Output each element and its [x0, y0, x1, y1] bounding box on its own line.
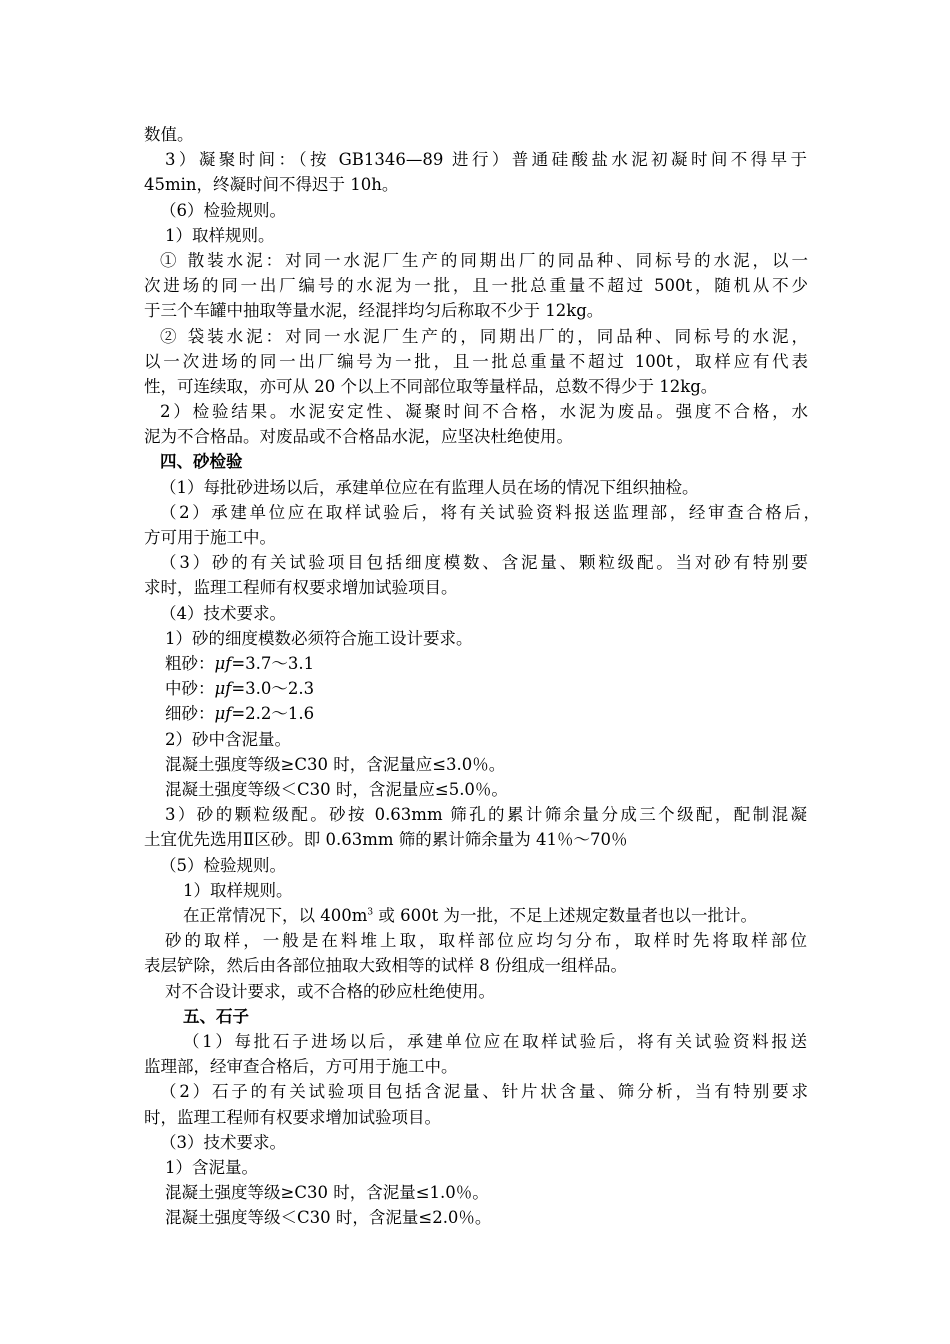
text-line: 监理部，经审查合格后，方可用于施工中。 [144, 1057, 458, 1076]
text-line: 土宜优先选用Ⅱ区砂。即 0.63mm 筛的累计筛余量为 41％～70％ [144, 830, 628, 849]
text-line: 方可用于施工中。 [144, 528, 276, 547]
text-line: （1）每批砂进场以后，承建单位应在有监理人员在场的情况下组织抽检。 [160, 478, 699, 497]
text-line: 混凝土强度等级＜C30 时，含泥量≤2.0％。 [165, 1208, 492, 1227]
text-line: 性，可连续取，亦可从 20 个以上不同部位取等量样品，总数不得少于 12kg。 [144, 377, 718, 396]
text-segment: 或 600t 为一批，不足上述规定数量者也以一批计。 [373, 906, 757, 925]
cubic-superscript: 3 [367, 907, 374, 918]
fineness-modulus-symbol: μf [214, 704, 232, 723]
text-line [165, 678, 314, 700]
grade-label: 中砂： [165, 679, 215, 698]
fineness-modulus-symbol: μf [214, 679, 232, 698]
text-line: 混凝土强度等级≥C30 时，含泥量≤1.0％。 [165, 1183, 489, 1202]
text-line [165, 653, 314, 675]
text-line: 求时，监理工程师有权要求增加试验项目。 [144, 578, 458, 597]
text-line: 1）取样规则。 [183, 881, 293, 900]
grade-label: 细砂： [165, 704, 215, 723]
text-line: （5）检验规则。 [160, 856, 286, 875]
text-line: ② 袋装水泥：对同一水泥厂生产的，同期出厂的，同品种、同标号的水泥， [160, 327, 808, 346]
text-line: （4）技术要求。 [160, 604, 286, 623]
text-line: 2）砂中含泥量。 [165, 730, 291, 749]
grade-label: 粗砂： [165, 654, 215, 673]
text-line: 表层铲除，然后由各部位抽取大致相等的试样 8 份组成一组样品。 [144, 956, 627, 975]
grade-range: =3.7～3.1 [231, 654, 315, 673]
text-line: 泥为不合格品。对废品或不合格品水泥，应坚决杜绝使用。 [144, 427, 573, 446]
text-line [165, 703, 314, 725]
text-line: 次进场的同一出厂编号的水泥为一批，且一批总重量不超过 500t，随机从不少 [144, 276, 808, 295]
text-line: （3）砂的有关试验项目包括细度模数、含泥量、颗粒级配。当对砂有特别要 [160, 553, 808, 572]
fineness-modulus-symbol: μf [214, 654, 232, 673]
text-line: 1）取样规则。 [165, 226, 275, 245]
text-line: 混凝土强度等级＜C30 时，含泥量应≤5.0％。 [165, 780, 508, 799]
text-line [183, 905, 757, 927]
text-line: 对不合设计要求，或不合格的砂应杜绝使用。 [165, 982, 495, 1001]
text-segment: 在正常情况下，以 400m [183, 906, 368, 925]
text-line: 3）砂的颗粒级配。砂按 0.63mm 筛孔的累计筛余量分成三个级配，配制混凝 [165, 805, 807, 824]
section-heading: 五、石子 [183, 1007, 249, 1026]
section-heading: 四、砂检验 [160, 452, 243, 471]
text-line: 于三个车罐中抽取等量水泥，经混拌均匀后称取不少于 12kg。 [144, 301, 604, 320]
text-line: 2）检验结果。水泥安定性、凝聚时间不合格，水泥为废品。强度不合格，水 [160, 402, 808, 421]
text-line: （1）每批石子进场以后，承建单位应在取样试验后，将有关试验资料报送 [183, 1032, 807, 1051]
text-line: 时，监理工程师有权要求增加试验项目。 [144, 1108, 441, 1127]
text-line: 3）凝聚时间：（按 GB1346—89 进行）普通硅酸盐水泥初凝时间不得早于 [165, 150, 807, 169]
text-line: 以一次进场的同一出厂编号为一批，且一批总重量不超过 100t，取样应有代表 [144, 352, 808, 371]
text-line: 45min，终凝时间不得迟于 10h。 [144, 175, 399, 194]
text-line: 砂的取样，一般是在料堆上取，取样部位应均匀分布，取样时先将取样部位 [165, 931, 807, 950]
grade-range: =2.2～1.6 [231, 704, 315, 723]
text-line: 数值。 [144, 125, 194, 144]
text-line: （2）石子的有关试验项目包括含泥量、针片状含量、筛分析，当有特别要求 [160, 1082, 808, 1101]
grade-range: =3.0～2.3 [231, 679, 315, 698]
text-line: ① 散装水泥：对同一水泥厂生产的同期出厂的同品种、同标号的水泥，以一 [160, 251, 808, 270]
text-line: （6）检验规则。 [160, 201, 286, 220]
text-line: （2）承建单位应在取样试验后，将有关试验资料报送监理部，经审查合格后， [160, 503, 820, 522]
text-line: 1）砂的细度模数必须符合施工设计要求。 [165, 629, 473, 648]
text-line: 混凝土强度等级≥C30 时，含泥量应≤3.0％。 [165, 755, 506, 774]
text-line: （3）技术要求。 [160, 1133, 286, 1152]
text-line: 1）含泥量。 [165, 1158, 258, 1177]
